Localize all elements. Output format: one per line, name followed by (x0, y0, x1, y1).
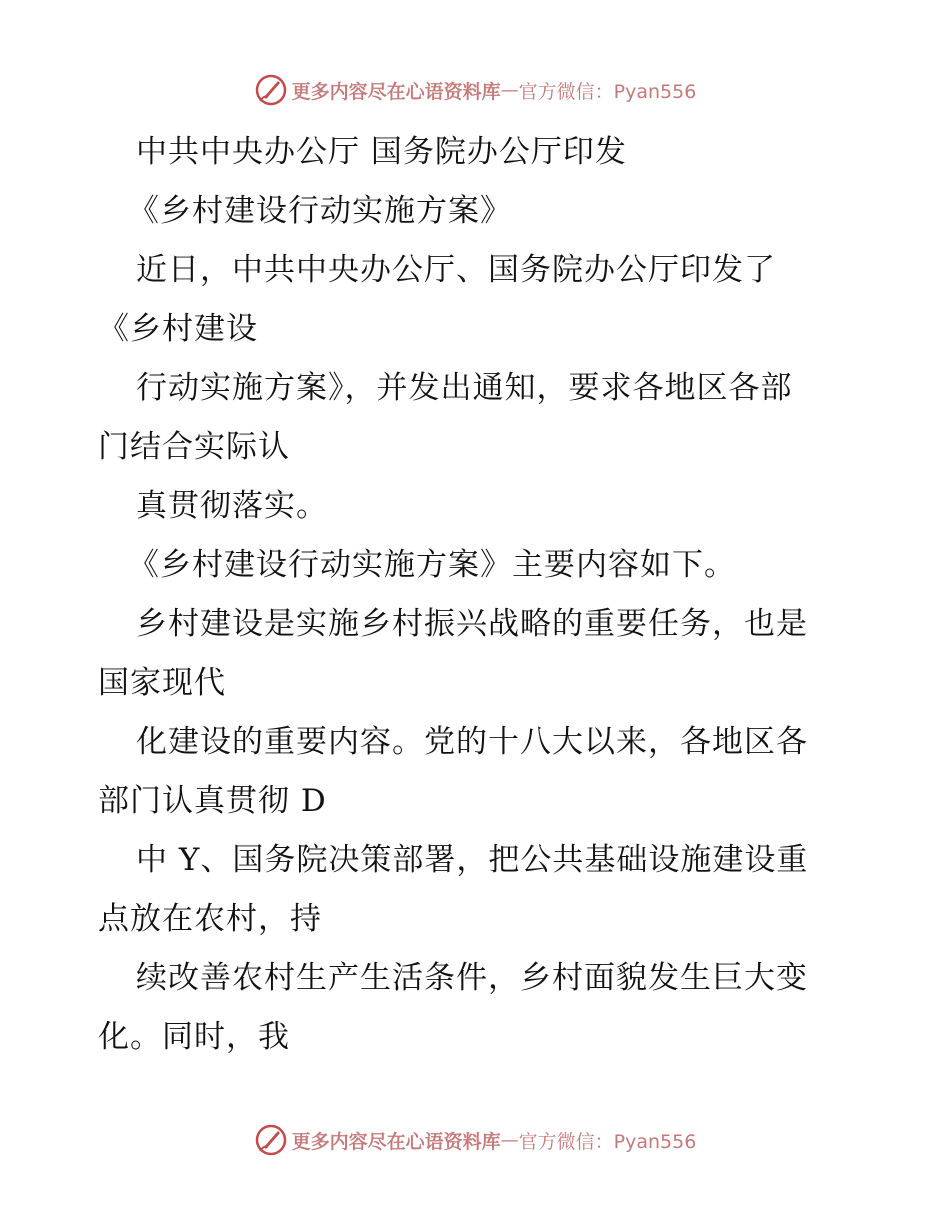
doc-subtitle-line: 《乡村建设行动实施方案》 (128, 193, 512, 229)
doc-text-line: 真贯彻落实。 (136, 488, 328, 524)
doc-text-line: 中 Y、国务院决策部署，把公共基础设施建设重 (136, 842, 809, 878)
watermark-separator: — (500, 1129, 519, 1151)
doc-text-line: 部门认真贯彻 D (98, 783, 327, 819)
doc-text-line: 续改善农村生产生活条件，乡村面貌发生巨大变 (136, 960, 808, 996)
watermark-brand: 更多内容尽在心语资料库 (291, 1130, 501, 1153)
watermark-contact: 官方微信：Pyan556 (518, 80, 697, 103)
doc-text-line: 门结合实际认 (98, 429, 290, 465)
document-body (98, 123, 858, 1067)
watermark-contact: 官方微信：Pyan556 (518, 1130, 697, 1153)
doc-text-line: 行动实施方案》，并发出通知，要求各地区各部 (136, 370, 793, 406)
doc-text-line: 化建设的重要内容。党的十八大以来，各地区各 (136, 724, 808, 760)
doc-text-line: 点放在农村，持 (98, 901, 322, 937)
doc-text-line: 国家现代 (98, 665, 226, 701)
header-watermark (0, 70, 950, 110)
doc-text-line: 乡村建设是实施乡村振兴战略的重要任务，也是 (136, 606, 808, 642)
watermark-brand: 更多内容尽在心语资料库 (291, 80, 501, 103)
doc-text-line: 近日，中共中央办公厅、国务院办公厅印发了 (136, 252, 776, 288)
doc-title-line: 中共中央办公厅 国务院办公厅印发 (136, 134, 627, 170)
doc-text-line: 《乡村建设 (98, 311, 258, 347)
quill-seal-icon (254, 73, 288, 107)
footer-watermark (0, 1120, 950, 1160)
quill-seal-icon (254, 1123, 288, 1157)
watermark-separator: — (500, 79, 519, 101)
doc-text-line: 《乡村建设行动实施方案》主要内容如下。 (128, 547, 736, 583)
doc-text-line: 化。同时，我 (98, 1019, 290, 1055)
